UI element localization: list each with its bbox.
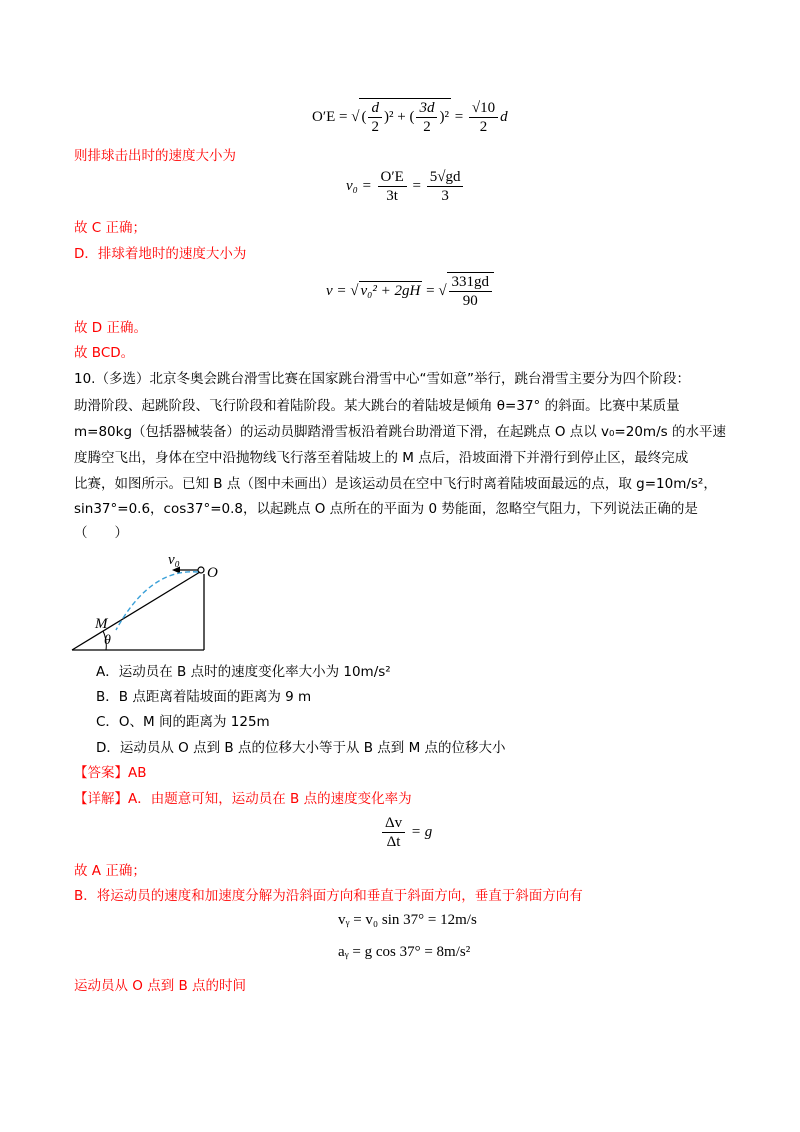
eq2-lhs: v₀ = <box>346 177 372 194</box>
eq3-eq: = <box>426 282 435 299</box>
eq2-num: O′E <box>378 168 407 187</box>
label-o: O <box>207 565 218 581</box>
equation-vy: vᵧ = v₀ sin 37° = 12m/s <box>338 912 477 928</box>
eq2-eq: = <box>412 177 421 194</box>
eq1-rden: 2 <box>479 119 488 135</box>
q10-line2: 助滑阶段、起跳阶段、飞行阶段和着陆阶段。某大跳台的着陆坡是倾角 θ=37° 的斜面。比赛中某质量 <box>74 398 680 414</box>
option-b: B．B 点距离着陆坡面的距离为 9 m <box>96 689 312 705</box>
label-m: M <box>95 616 108 632</box>
q10-line3: m=80kg（包括器械装备）的运动员脚踏滑雪板沿着跳台助滑道下滑，在起跳点 O 点以 v₀=20m/s 的水平速 <box>74 424 726 440</box>
d-correct: 故 D 正确。 <box>74 320 147 336</box>
slope-line <box>72 572 200 650</box>
eq2-rnum: 5√gd <box>427 168 464 187</box>
option-d: D．运动员从 O 点到 B 点的位移大小等于从 B 点到 M 点的位移大小 <box>96 740 506 756</box>
c-correct: 故 C 正确； <box>74 220 147 236</box>
eq1-two1: 2 <box>371 119 379 135</box>
q10-line5: 比赛，如图所示。已知 B 点（图中未画出）是该运动员在空中飞行时离着陆坡面最远的点，取 g=10m/s²， <box>74 476 717 492</box>
q10-line6: sin37°=0.6，cos37°=0.8，以起跳点 O 点所在的平面为 0 势能面，忽略空气阻力，下列说法正确的是 <box>74 501 698 517</box>
eq4-rhs: = g <box>410 823 433 840</box>
bcd-line: 故 BCD。 <box>74 345 135 361</box>
ski-jump-figure <box>66 548 236 654</box>
label-v0: v₀ <box>168 552 180 568</box>
eq4-den: Δt <box>386 834 401 850</box>
eq1-rvar: d <box>500 108 508 125</box>
eq4-num: Δv <box>382 814 405 833</box>
detail-a: 【详解】A．由题意可知，运动员在 B 点的速度变化率为 <box>74 791 412 807</box>
eq2-rden: 3 <box>441 188 449 204</box>
q10-line1: 10.（多选）北京冬奥会跳台滑雪比赛在国家跳台滑雪中心“雪如意”举行，跳台滑雪主要分为四个阶段： <box>74 371 690 387</box>
point-o-marker <box>198 567 204 573</box>
eq3-lhs: v = <box>326 282 347 299</box>
equation-ay: aᵧ = g cos 37° = 8m/s² <box>338 944 471 960</box>
eq3-rad1: v₀² + 2gH <box>360 282 421 299</box>
a-correct: 故 A 正确； <box>74 863 146 879</box>
q10-line4: 度腾空飞出，身体在空中沿抛物线飞行落至着陆坡上的 M 点后，沿坡面滑下并滑行到停止区，最终完成 <box>74 450 689 466</box>
eq1-two2: 2 <box>423 119 431 135</box>
eq1-rnum: √10 <box>469 99 498 118</box>
equation-rate <box>380 814 432 851</box>
option-c: C．O、M 间的距离为 125m <box>96 714 270 730</box>
eq1-d2: 3d <box>419 100 435 116</box>
answer-line: 【答案】AB <box>74 765 147 781</box>
equation-v: v = √ v₀² + 2gH = √ $\frac{331gd}{90}$ <box>326 272 494 310</box>
d-intro: D．排球着地时的速度大小为 <box>74 246 247 262</box>
q10-line7: （ ） <box>74 525 128 541</box>
eq1-eq: = <box>454 108 464 125</box>
eq1-lhs: O′E = <box>312 108 348 125</box>
label-theta: θ <box>104 633 111 648</box>
line-speed-hit: 则排球击出时的速度大小为 <box>74 148 236 164</box>
b-intro: B．将运动员的速度和加速度分解为沿斜面方向和垂直于斜面方向，垂直于斜面方向有 <box>74 888 583 904</box>
eq3-rden: 90 <box>462 293 478 309</box>
eq1-d1: d <box>371 100 379 116</box>
equation-oe: O′E = √ ( $\frac{d}{2}$ )² + ( $\frac{3d}{2}$ )² = $\frac{√10}{2}$ d <box>312 100 508 135</box>
equation-v0 <box>346 168 465 205</box>
option-a: A．运动员在 B 点时的速度变化率大小为 10m/s² <box>96 664 391 680</box>
time-line: 运动员从 O 点到 B 点的时间 <box>74 978 247 994</box>
eq1-plus: + ( <box>397 108 415 125</box>
eq2-den: 3t <box>386 188 398 204</box>
eq3-rnum: 331gd <box>449 273 493 292</box>
